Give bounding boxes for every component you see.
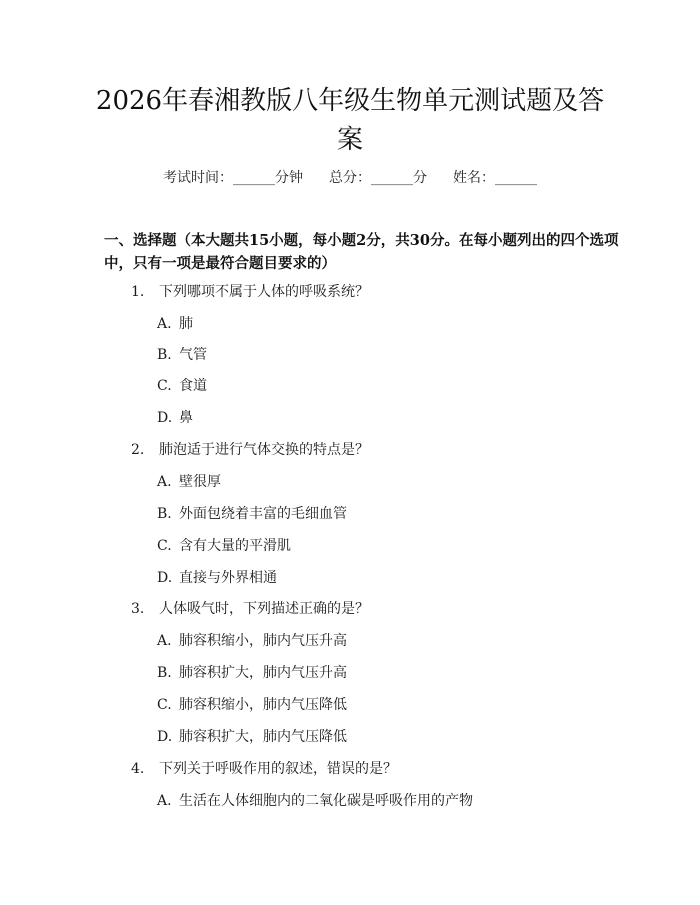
option-text: 鼻 bbox=[179, 410, 193, 426]
question-3-option-a bbox=[157, 631, 347, 651]
option-text: 肺容积缩小，肺内气压降低 bbox=[179, 697, 347, 713]
option-letter: C. bbox=[157, 378, 172, 394]
option-letter: A. bbox=[157, 316, 172, 332]
option-letter: B. bbox=[157, 347, 172, 363]
question-4 bbox=[131, 759, 397, 779]
question-2-option-a bbox=[157, 472, 221, 492]
exam-meta bbox=[0, 168, 700, 188]
option-text: 直接与外界相通 bbox=[179, 570, 277, 586]
question-1-option-d bbox=[157, 408, 193, 428]
option-letter: D. bbox=[157, 729, 173, 745]
section-heading: 一、选择题（本大题共15小题，每小题2分，共30分。在每小题列出的四个选项中，只有一项是最符合题目要求的） bbox=[104, 232, 619, 272]
question-number: 3. bbox=[131, 601, 145, 617]
option-letter: A. bbox=[157, 633, 172, 649]
exam-time-field: 考试时间：______分钟 bbox=[163, 170, 303, 186]
option-letter: C. bbox=[157, 538, 172, 554]
question-1-option-c bbox=[157, 376, 207, 396]
option-text: 生活在人体细胞内的二氧化碳是呼吸作用的产物 bbox=[179, 793, 473, 809]
question-text: 下列关于呼吸作用的叙述，错误的是？ bbox=[159, 761, 397, 777]
question-2 bbox=[131, 440, 369, 460]
option-letter: D. bbox=[157, 570, 173, 586]
question-text: 人体吸气时，下列描述正确的是？ bbox=[159, 601, 369, 617]
student-name-field: 姓名：______ bbox=[453, 170, 537, 186]
question-1 bbox=[131, 282, 369, 302]
question-3-option-b bbox=[157, 663, 347, 683]
question-1-option-b bbox=[157, 345, 207, 365]
option-text: 肺容积扩大，肺内气压降低 bbox=[179, 729, 347, 745]
option-text: 肺容积缩小，肺内气压升高 bbox=[179, 633, 347, 649]
question-2-option-c bbox=[157, 536, 291, 556]
option-letter: A. bbox=[157, 474, 172, 490]
option-letter: B. bbox=[157, 665, 172, 681]
question-text: 肺泡适于进行气体交换的特点是？ bbox=[159, 442, 369, 458]
total-score-field: 总分：______分 bbox=[329, 170, 427, 186]
option-letter: A. bbox=[157, 793, 172, 809]
question-4-option-a bbox=[157, 791, 473, 811]
question-3 bbox=[131, 599, 369, 619]
exam-title: 2026年春湘教版八年级生物单元测试题及答案 bbox=[95, 86, 605, 155]
option-text: 外面包绕着丰富的毛细血管 bbox=[179, 506, 347, 522]
question-number: 4. bbox=[131, 761, 145, 777]
question-number: 1. bbox=[131, 284, 145, 300]
option-letter: D. bbox=[157, 410, 173, 426]
question-2-option-d bbox=[157, 568, 277, 588]
option-text: 肺容积扩大，肺内气压升高 bbox=[179, 665, 347, 681]
option-letter: B. bbox=[157, 506, 172, 522]
question-2-option-b bbox=[157, 504, 347, 524]
question-number: 2. bbox=[131, 442, 145, 458]
option-text: 食道 bbox=[179, 378, 207, 394]
option-letter: C. bbox=[157, 697, 172, 713]
question-3-option-c bbox=[157, 695, 347, 715]
question-1-option-a bbox=[157, 314, 193, 334]
option-text: 壁很厚 bbox=[179, 474, 221, 490]
option-text: 气管 bbox=[179, 347, 207, 363]
question-text: 下列哪项不属于人体的呼吸系统？ bbox=[159, 284, 369, 300]
option-text: 含有大量的平滑肌 bbox=[179, 538, 291, 554]
option-text: 肺 bbox=[179, 316, 193, 332]
question-3-option-d bbox=[157, 727, 347, 747]
